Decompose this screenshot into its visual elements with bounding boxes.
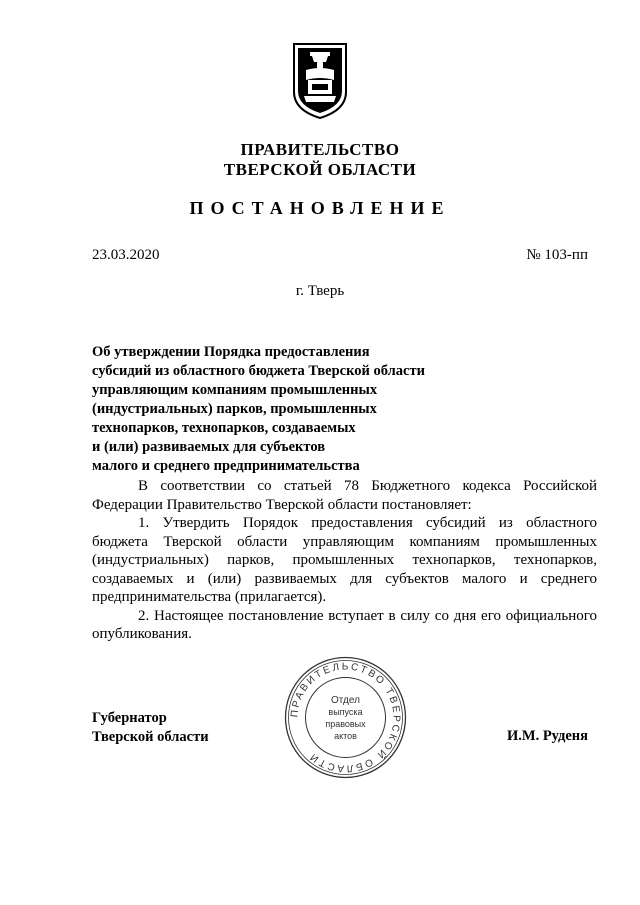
subject-line: (индустриальных) парков, промышленных: [92, 401, 377, 417]
svg-text:ПРАВИТЕЛЬСТВО ТВЕРСКОЙ ОБЛАСТИ: [289, 661, 401, 773]
signer-title: [92, 709, 209, 746]
stamp-line1: Отдел: [331, 695, 360, 706]
stamp-line2: выпуска: [328, 707, 363, 717]
signer-name: И.М. Руденя: [506, 728, 588, 744]
signer-title-line2: Тверской области: [92, 728, 209, 745]
clause-1-paragraph: 1. Утвердить Порядок предоставления субсидий из областного бюджета Тверской области управляющим компаниям промышленных (индустриальных) парков, промышленных технопарков, технопарков, создаваемых и (или) развиваемых для субъектов малого и среднего предпринимательства (прилагается).: [92, 515, 597, 605]
subject-line: управляющим компаниям промышленных: [92, 382, 378, 398]
document-body: [92, 477, 597, 644]
subject-line: и (или) развиваемых для субъектов: [92, 439, 326, 455]
org-name-line2: ТВЕРСКОЙ ОБЛАСТИ: [223, 160, 417, 179]
official-stamp: [283, 655, 408, 780]
document-type-title: ПОСТАНОВЛЕНИЕ: [189, 198, 451, 218]
stamp-line3: правовых: [325, 719, 366, 729]
org-name-line1: ПРАВИТЕЛЬСТВО: [240, 140, 400, 159]
coat-of-arms-emblem: [290, 40, 350, 120]
stamp-ring-text: ПРАВИТЕЛЬСТВО ТВЕРСКОЙ ОБЛАСТИ: [289, 661, 402, 774]
document-city: г. Тверь: [295, 283, 345, 299]
subject-line: Об утверждении Порядка предоставления: [92, 344, 370, 360]
stamp-line4: актов: [334, 731, 357, 741]
document-date: 23.03.2020: [92, 247, 160, 263]
preamble-paragraph: В соответствии со статьей 78 Бюджетного кодекса Российской Федерации Правительство Тверской области постановляет:: [92, 478, 597, 513]
signer-title-line1: Губернатор: [92, 710, 167, 726]
clause-2-paragraph: 2. Настоящее постановление вступает в силу со дня его официального опубликования.: [92, 607, 597, 642]
subject-line: малого и среднего предпринимательства: [92, 458, 360, 474]
subject-line: технопарков, технопарков, создаваемых: [92, 420, 356, 436]
document-subject: [92, 343, 472, 476]
subject-line: субсидий из областного бюджета Тверской области: [92, 363, 425, 379]
document-number: № 103-пп: [526, 247, 588, 263]
